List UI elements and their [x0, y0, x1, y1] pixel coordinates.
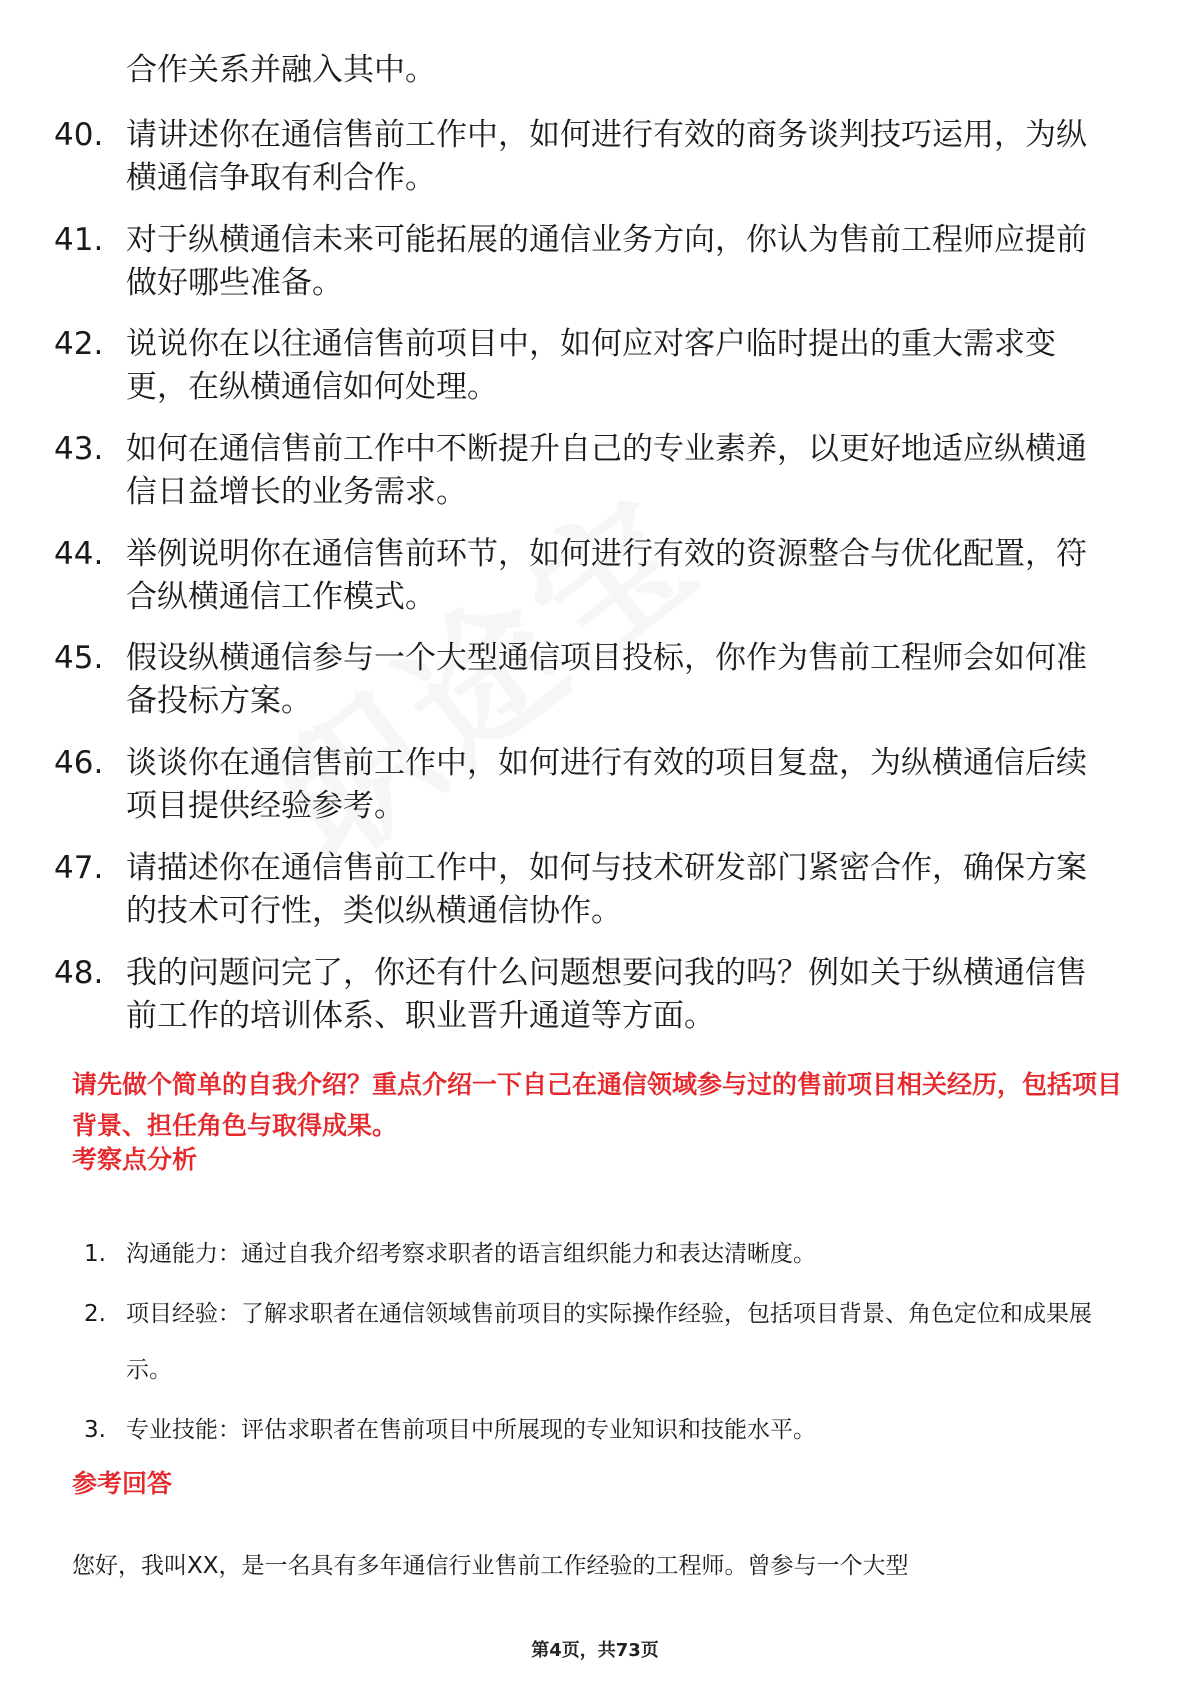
question-text: 谈谈你在通信售前工作中，如何进行有效的项目复盘，为纵横通信后续项目提供经验参考。 [126, 745, 1087, 825]
question-text: 请描述你在通信售前工作中，如何与技术研发部门紧密合作，确保方案的技术可行性，类似纵横通信协作。 [126, 849, 1087, 929]
reference-answer-text: 您好，我叫XX，是一名具有多年通信行业售前工作经验的工程师。曾参与一个大型 [72, 1553, 909, 1579]
question-text: 如何在通信售前工作中不断提升自己的专业素养，以更好地适应纵横通信日益增长的业务需求。 [126, 431, 1087, 511]
question-number: 44. [54, 535, 104, 572]
analysis-heading: 考察点分析 [72, 1145, 198, 1174]
page-footer: 第4页，共73页 [531, 1640, 659, 1661]
question-item [54, 952, 1124, 1038]
point-number: 3. [84, 1417, 106, 1443]
question-item [54, 533, 1124, 619]
question-number: 42. [54, 326, 104, 363]
question-item [54, 323, 1124, 409]
question-item [54, 637, 1124, 723]
question-number: 45. [54, 640, 104, 677]
question-text: 请讲述你在通信售前工作中，如何进行有效的商务谈判技巧运用，为纵横通信争取有利合作。 [126, 117, 1087, 196]
question-text: 我的问题问完了，你还有什么问题想要问我的吗？例如关于纵横通信售前工作的培训体系、职业晋升通道等方面。 [126, 954, 1087, 1034]
analysis-point [84, 1226, 1124, 1282]
question-number: 41. [54, 221, 104, 258]
point-text: 专业技能：评估求职者在售前项目中所展现的专业知识和技能水平。 [126, 1417, 816, 1443]
analysis-point [84, 1402, 1124, 1458]
point-text: 沟通能力：通过自我介绍考察求职者的语言组织能力和表达清晰度。 [126, 1241, 816, 1267]
point-text: 项目经验：了解求职者在通信领域售前项目的实际操作经验，包括项目背景、角色定位和成果展示。 [126, 1301, 1092, 1383]
point-number: 2. [84, 1301, 106, 1327]
question-item [54, 847, 1124, 933]
question-item [54, 428, 1124, 514]
question-text: 假设纵横通信参与一个大型通信项目投标，你作为售前工程师会如何准备投标方案。 [126, 640, 1087, 720]
question-text: 对于纵横通信未来可能拓展的通信业务方向，你认为售前工程师应提前做好哪些准备。 [126, 221, 1087, 301]
analysis-points [84, 1226, 1124, 1462]
question-item [54, 219, 1124, 305]
question-number: 43. [54, 431, 104, 468]
analysis-point [84, 1286, 1124, 1398]
question-text: 说说你在以往通信售前项目中，如何应对客户临时提出的重大需求变更，在纵横通信如何处理。 [126, 326, 1056, 406]
question-list [54, 114, 1124, 1056]
question-item [54, 742, 1124, 828]
question-number: 40. [54, 117, 104, 153]
question-item [54, 114, 1124, 200]
point-number: 1. [84, 1241, 106, 1267]
reference-heading: 参考回答 [72, 1469, 173, 1498]
question-continuation: 合作关系并融入其中。 [126, 52, 436, 88]
question-text: 举例说明你在通信售前环节，如何进行有效的资源整合与优化配置，符合纵横通信工作模式。 [126, 535, 1087, 615]
question-number: 47. [54, 849, 104, 886]
question-number: 48. [54, 954, 104, 991]
question-number: 46. [54, 745, 104, 782]
highlighted-question: 请先做个简单的自我介绍？重点介绍一下自己在通信领域参与过的售前项目相关经历，包括项目背景、担任角色与取得成果。 [72, 1070, 1123, 1140]
